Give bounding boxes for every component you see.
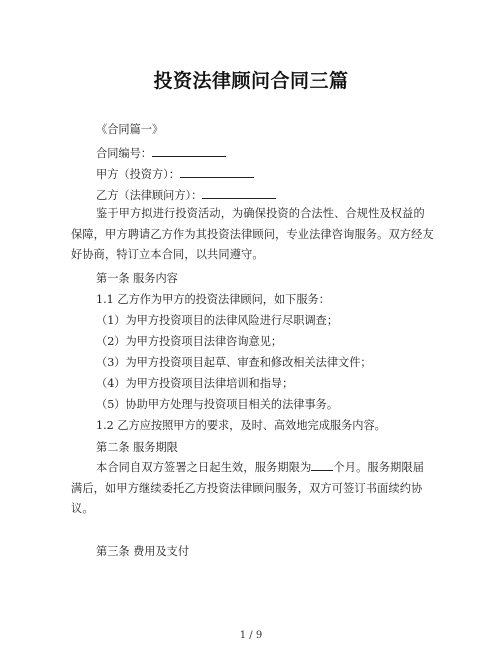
article-2-body [71,458,435,520]
party-b-blank [202,187,276,199]
service-period-blank [311,459,333,471]
service-item-5: （5）协助甲方处理与投资项目相关的法律事务。 [96,398,339,411]
party-a-blank [180,166,254,178]
article-2-body-start: 本合同自双方签署之日起生效，服务期限为 [96,461,312,474]
party-a-line [96,166,254,182]
service-item-1: （1）为甲方投资项目的法律风险进行尽职调查； [96,314,339,327]
party-a-label: 甲方（投资方）： [96,168,180,181]
service-item-4: （4）为甲方投资项目法律培训和指导； [96,377,294,390]
article-2-title: 第二条 服务期限 [96,441,178,454]
party-b-line [96,187,276,203]
contract-number-line [96,145,226,161]
service-item-3: （3）为甲方投资项目起草、审查和修改相关法律文件； [96,356,372,369]
service-item-2: （2）为甲方投资项目法律咨询意见； [96,335,283,348]
party-b-label: 乙方（法律顾问方）： [96,189,203,202]
intro-paragraph: 鉴于甲方拟进行投资活动，为确保投资的合法性、合规性及权益的保障，甲方聘请乙方作为其投资法律顾问，专业法律咨询服务。双方经友好协商，特订立本合同，以共同遵守。 [71,207,434,262]
document-title: 投资法律顾问合同三篇 [153,70,349,92]
article-1-title: 第一条 服务内容 [96,272,178,285]
clause-1-1: 1.1 乙方作为甲方的投资法律顾问，如下服务： [96,293,330,306]
contract-number-label: 合同编号： [96,147,152,160]
article-3-title: 第三条 费用及支付 [96,545,190,558]
part-heading: 《合同篇一》 [96,123,164,136]
contract-number-blank [152,145,226,157]
clause-1-2: 1.2 乙方应按照甲方的要求，及时、高效地完成服务内容。 [96,419,386,432]
article-2-body-end: 个月。服务期限届满后，如甲方继续委托乙方投资法律顾问服务，双方可签订书面续约协议。 [71,461,425,516]
page-number: 1 / 9 [239,630,263,641]
